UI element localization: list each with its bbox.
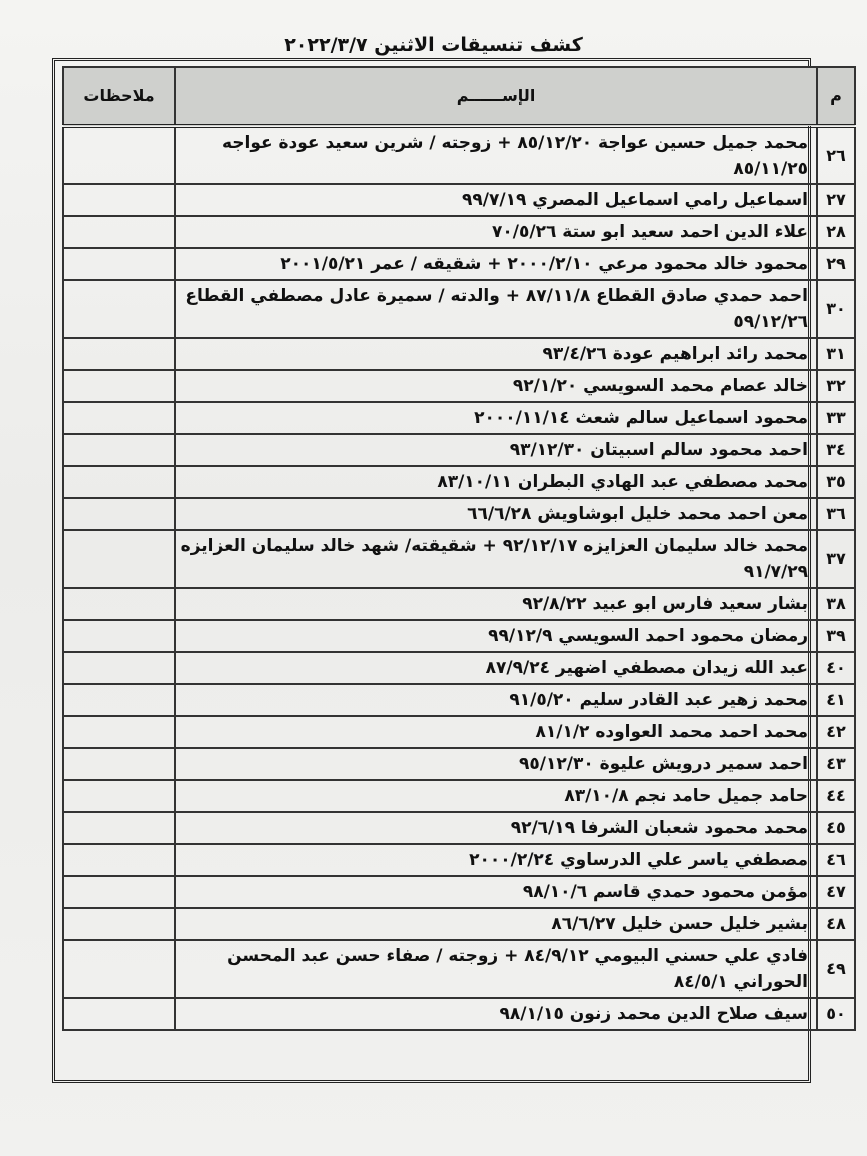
- row-notes: [63, 780, 175, 812]
- table-row: [63, 716, 855, 748]
- row-number: ٤٩: [817, 940, 855, 998]
- table-row: [63, 370, 855, 402]
- table-row: [63, 652, 855, 684]
- row-number: ٤٤: [817, 780, 855, 812]
- row-name: سيف صلاح الدين محمد زنون ٩٨/١/١٥: [175, 998, 817, 1030]
- table-row: [63, 684, 855, 716]
- row-notes: [63, 652, 175, 684]
- table-row: [63, 620, 855, 652]
- row-name: احمد سمير درويش عليوة ٩٥/١٢/٣٠: [175, 748, 817, 780]
- table-header-row: [63, 67, 855, 126]
- row-name: فادي علي حسني البيومي ٨٤/٩/١٢ + زوجته / صفاء حسن عبد المحسن الحوراني ٨٤/٥/١: [175, 940, 817, 998]
- row-number: ٤٨: [817, 908, 855, 940]
- header-notes: ملاحظات: [63, 67, 175, 126]
- table-row: [63, 280, 855, 338]
- table-row: [63, 248, 855, 280]
- row-name: مصطفي ياسر علي الدرساوي ٢٠٠٠/٢/٢٤: [175, 844, 817, 876]
- row-notes: [63, 498, 175, 530]
- row-name: محمد رائد ابراهيم عودة ٩٣/٤/٢٦: [175, 338, 817, 370]
- row-name: محمد خالد سليمان العزايزه ٩٢/١٢/١٧ + شقيقته/ شهد خالد سليمان العزايزه ٩١/٧/٢٩: [175, 530, 817, 588]
- row-name: محمد مصطفي عبد الهادي البطران ٨٣/١٠/١١: [175, 466, 817, 498]
- row-notes: [63, 908, 175, 940]
- row-notes: [63, 748, 175, 780]
- row-name: محمد محمود شعبان الشرفا ٩٢/٦/١٩: [175, 812, 817, 844]
- row-number: ٤٦: [817, 844, 855, 876]
- row-name: بشير خليل حسن خليل ٨٦/٦/٢٧: [175, 908, 817, 940]
- row-number: ٢٧: [817, 184, 855, 216]
- row-number: ٤٠: [817, 652, 855, 684]
- row-name: اسماعيل رامي اسماعيل المصري ٩٩/٧/١٩: [175, 184, 817, 216]
- table-row: [63, 908, 855, 940]
- row-notes: [63, 588, 175, 620]
- row-name: محمد جميل حسين عواجة ٨٥/١٢/٢٠ + زوجته / شرين سعيد عودة عواجه ٨٥/١١/٢٥: [175, 126, 817, 184]
- row-notes: [63, 402, 175, 434]
- row-number: ٣٤: [817, 434, 855, 466]
- row-name: محمد احمد محمد العواوده ٨١/١/٢: [175, 716, 817, 748]
- table-row: [63, 466, 855, 498]
- row-number: ٣٠: [817, 280, 855, 338]
- row-name: محمد زهير عبد القادر سليم ٩١/٥/٢٠: [175, 684, 817, 716]
- table-row: [63, 434, 855, 466]
- row-notes: [63, 812, 175, 844]
- row-name: احمد محمود سالم اسبيتان ٩٣/١٢/٣٠: [175, 434, 817, 466]
- table-row: [63, 498, 855, 530]
- row-name: احمد حمدي صادق القطاع ٨٧/١١/٨ + والدته / سميرة عادل مصطفي القطاع ٥٩/١٢/٢٦: [175, 280, 817, 338]
- row-number: ٢٨: [817, 216, 855, 248]
- row-number: ٤٥: [817, 812, 855, 844]
- row-name: عبد الله زيدان مصطفي اضهير ٨٧/٩/٢٤: [175, 652, 817, 684]
- row-notes: [63, 998, 175, 1030]
- table-row: [63, 530, 855, 588]
- row-name: علاء الدين احمد سعيد ابو ستة ٧٠/٥/٢٦: [175, 216, 817, 248]
- row-name: محمود اسماعيل سالم شعث ٢٠٠٠/١١/١٤: [175, 402, 817, 434]
- table-row: [63, 588, 855, 620]
- row-notes: [63, 940, 175, 998]
- row-notes: [63, 184, 175, 216]
- row-number: ٣٥: [817, 466, 855, 498]
- row-number: ٣٦: [817, 498, 855, 530]
- table-row: [63, 216, 855, 248]
- table-row: [63, 338, 855, 370]
- table-row: [63, 940, 855, 998]
- row-number: ٤٢: [817, 716, 855, 748]
- row-name: رمضان محمود احمد السويسي ٩٩/١٢/٩: [175, 620, 817, 652]
- row-number: ٥٠: [817, 998, 855, 1030]
- row-notes: [63, 126, 175, 184]
- row-name: معن احمد محمد خليل ابوشاويش ٦٦/٦/٢٨: [175, 498, 817, 530]
- row-name: خالد عصام محمد السويسي ٩٢/١/٢٠: [175, 370, 817, 402]
- table-row: [63, 780, 855, 812]
- row-name: بشار سعيد فارس ابو عبيد ٩٢/٨/٢٢: [175, 588, 817, 620]
- row-notes: [63, 338, 175, 370]
- row-number: ٤٧: [817, 876, 855, 908]
- header-number: م: [817, 67, 855, 126]
- row-number: ٤١: [817, 684, 855, 716]
- row-notes: [63, 280, 175, 338]
- row-number: ٢٦: [817, 126, 855, 184]
- row-number: ٢٩: [817, 248, 855, 280]
- row-number: ٣٣: [817, 402, 855, 434]
- row-name: حامد جميل حامد نجم ٨٣/١٠/٨: [175, 780, 817, 812]
- row-name: محمود خالد محمود مرعي ٢٠٠٠/٢/١٠ + شقيقه / عمر ٢٠٠١/٥/٢١: [175, 248, 817, 280]
- row-notes: [63, 530, 175, 588]
- row-notes: [63, 216, 175, 248]
- row-notes: [63, 466, 175, 498]
- table-row: [63, 184, 855, 216]
- names-table: [62, 66, 856, 1031]
- row-notes: [63, 876, 175, 908]
- row-notes: [63, 620, 175, 652]
- row-notes: [63, 434, 175, 466]
- table-row: [63, 844, 855, 876]
- row-number: ٣٨: [817, 588, 855, 620]
- row-number: ٣٢: [817, 370, 855, 402]
- table-row: [63, 402, 855, 434]
- table-row: [63, 998, 855, 1030]
- row-name: مؤمن محمود حمدي قاسم ٩٨/١٠/٦: [175, 876, 817, 908]
- table-row: [63, 126, 855, 184]
- table-row: [63, 812, 855, 844]
- row-notes: [63, 248, 175, 280]
- row-number: ٤٣: [817, 748, 855, 780]
- document-title: كشف تنسيقات الاثنين ٢٠٢٢/٣/٧: [284, 34, 583, 56]
- row-notes: [63, 370, 175, 402]
- row-notes: [63, 844, 175, 876]
- header-name: الإســــــم: [175, 67, 817, 126]
- table-row: [63, 876, 855, 908]
- row-number: ٣١: [817, 338, 855, 370]
- row-number: ٣٩: [817, 620, 855, 652]
- row-notes: [63, 716, 175, 748]
- row-number: ٣٧: [817, 530, 855, 588]
- table-row: [63, 748, 855, 780]
- row-notes: [63, 684, 175, 716]
